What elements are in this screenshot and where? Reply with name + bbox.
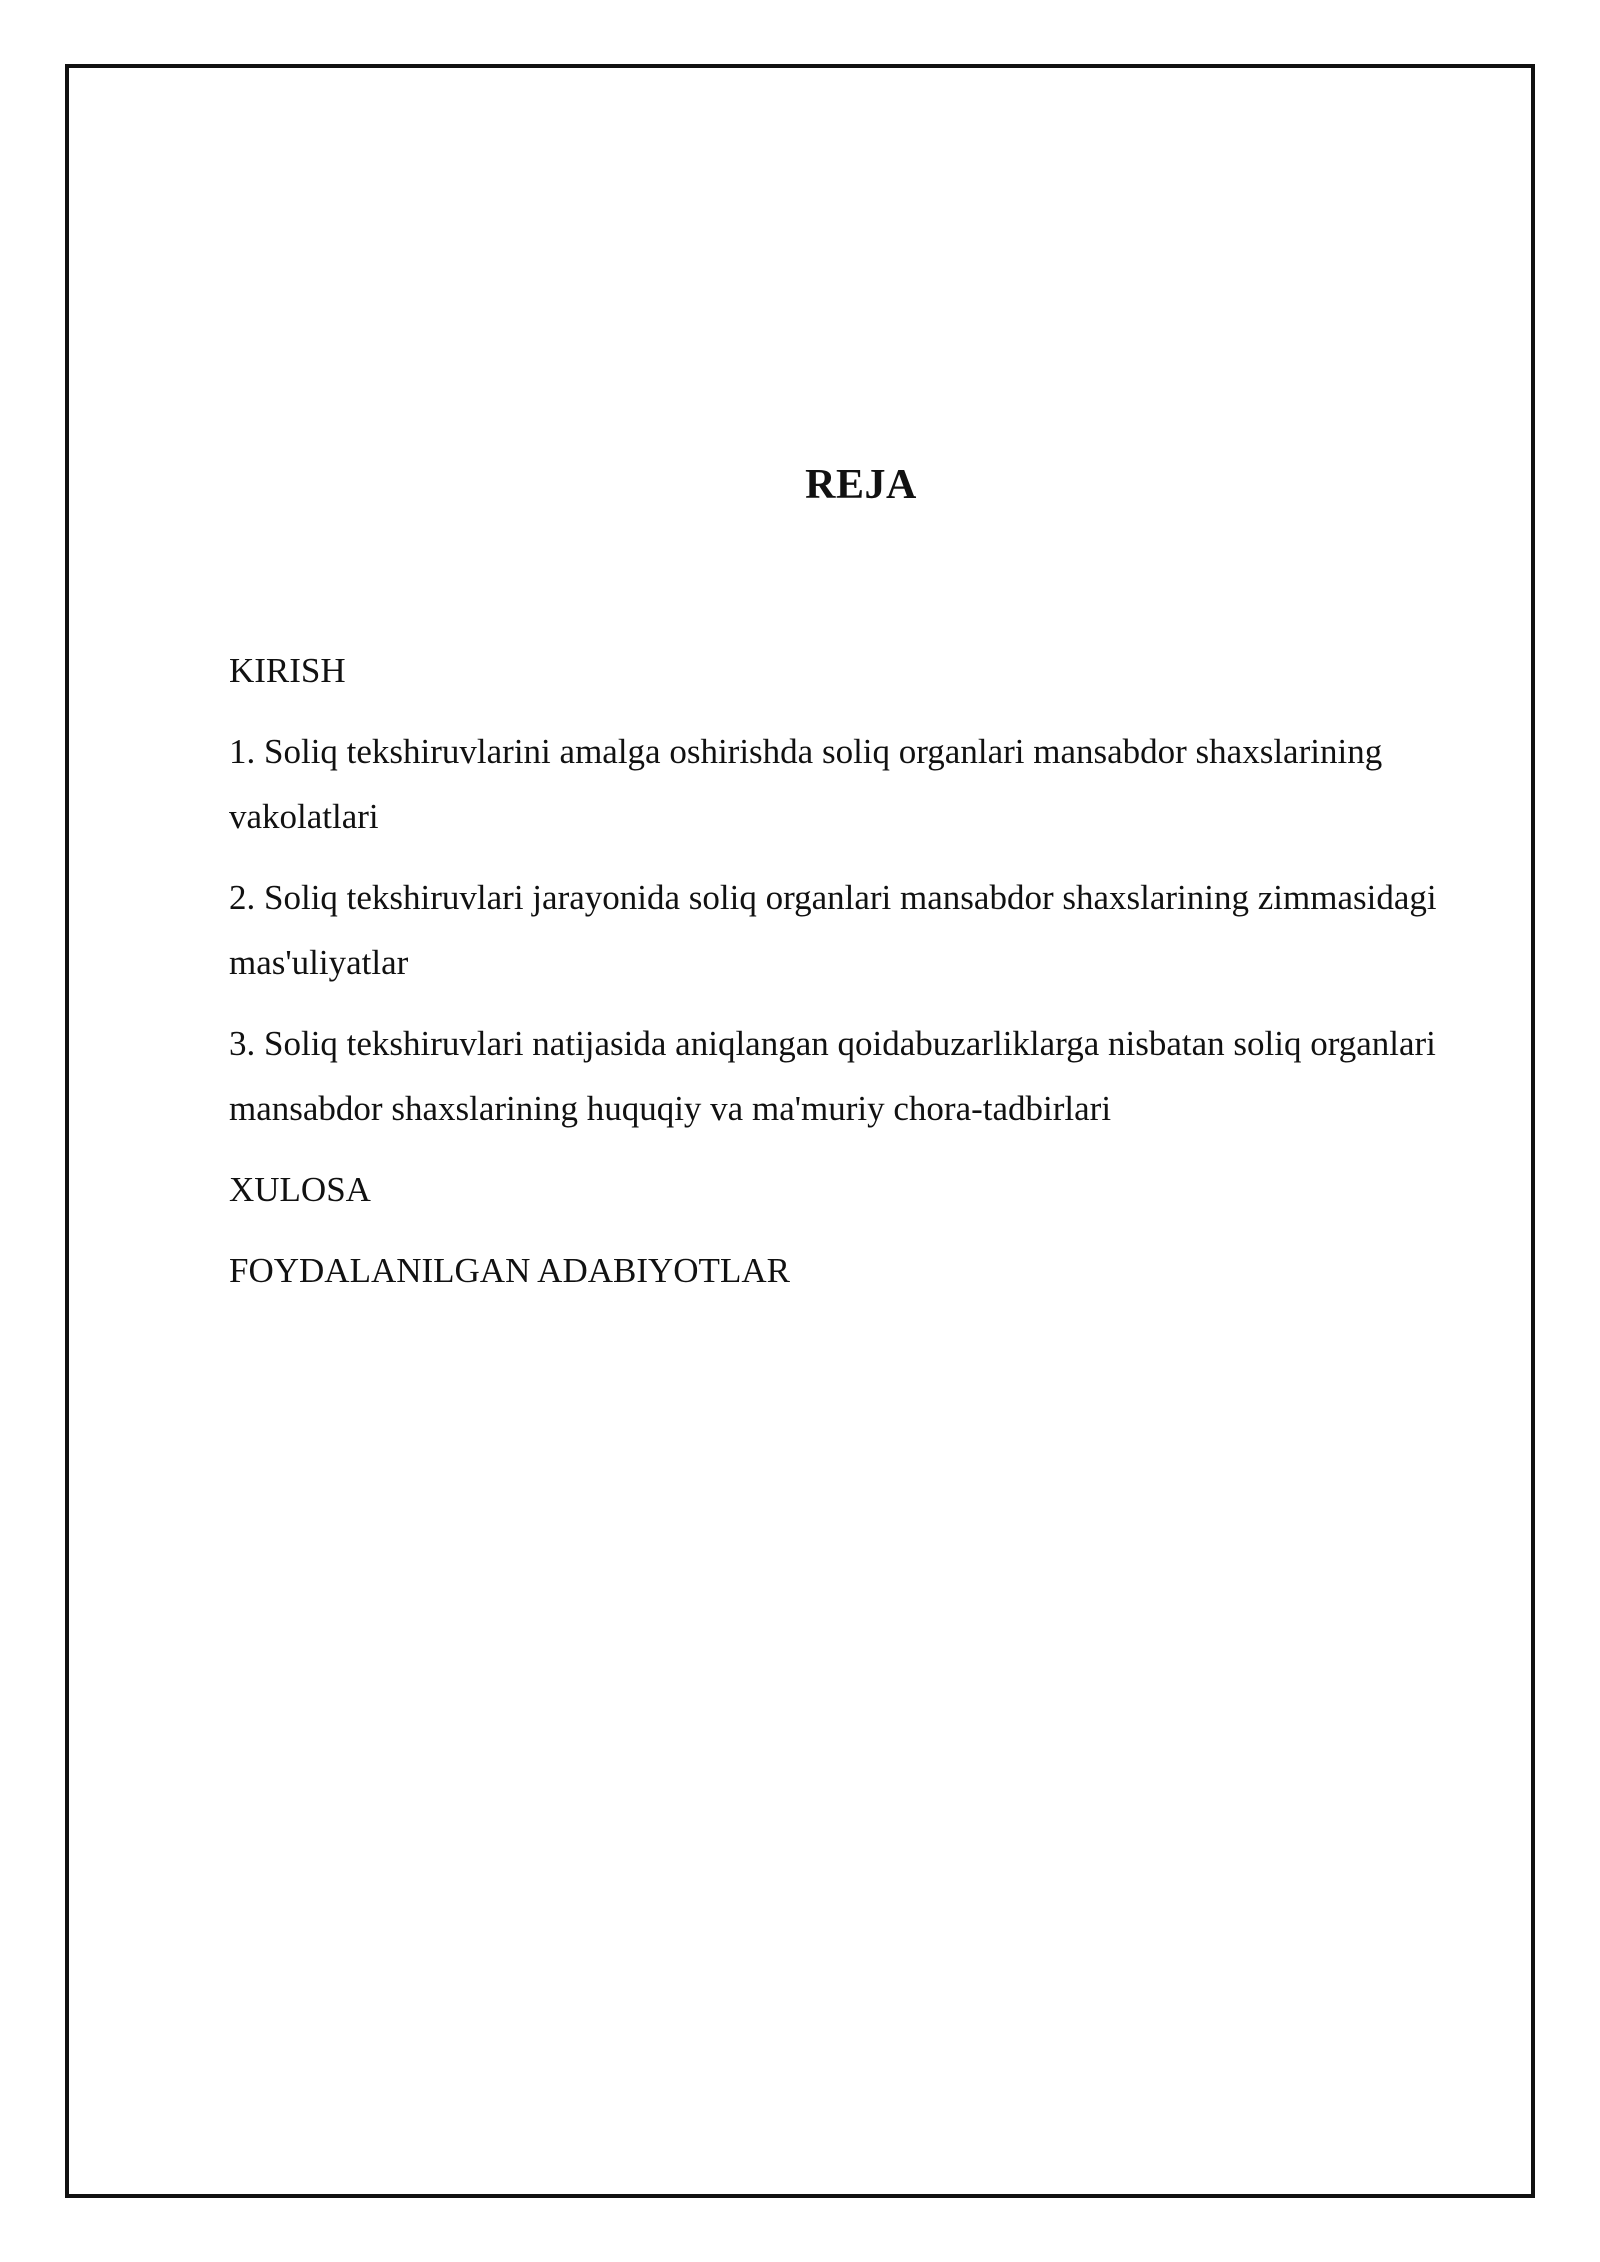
- plan-item-references: FOYDALANILGAN ADABIYOTLAR: [229, 1251, 790, 1290]
- page-title: REJA: [805, 462, 917, 508]
- plan-list: [229, 638, 1489, 1319]
- plan-item-2: 2. Soliq tekshiruvlari jarayonida soliq organlari mansabdor shaxslarining zimmasidagi mas'uliyatlar: [229, 878, 1437, 982]
- plan-item-conclusion: XULOSA: [229, 1170, 371, 1209]
- plan-item-introduction: KIRISH: [229, 651, 346, 690]
- plan-item-1: 1. Soliq tekshiruvlarini amalga oshirishda soliq organlari mansabdor shaxslarining vakolatlari: [229, 732, 1383, 836]
- plan-item-3: 3. Soliq tekshiruvlari natijasida aniqlangan qoidabuzarliklarga nisbatan soliq organlari mansabdor shaxslarining huquqiy va ma'muriy chora-tadbirlari: [229, 1024, 1436, 1128]
